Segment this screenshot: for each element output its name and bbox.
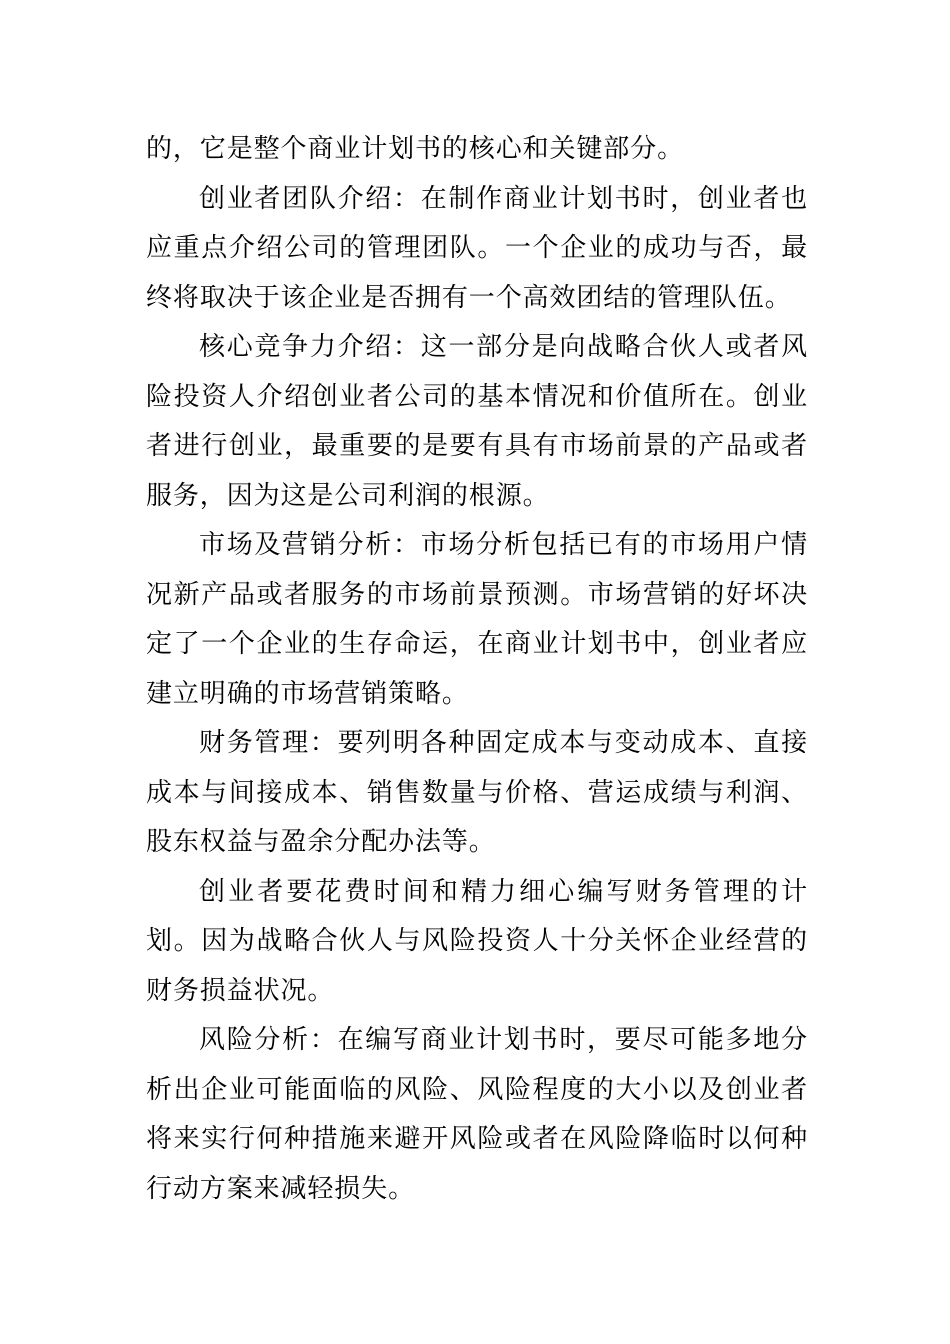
paragraph-financial-management: 财务管理：要列明各种固定成本与变动成本、直接成本与间接成本、销售数量与价格、营运成绩与利润、股东权益与盈余分配办法等。 — [146, 728, 808, 857]
document-page — [146, 125, 808, 1214]
paragraph-core-competitiveness: 核心竞争力介绍：这一部分是向战略合伙人或者风险投资人介绍创业者公司的基本情况和价值所在。创业者进行创业，最重要的是要有具有市场前景的产品或者服务，因为这是公司利润的根源。 — [146, 332, 808, 511]
paragraph-risk-analysis: 风险分析：在编写商业计划书时，要尽可能多地分析出企业可能面临的风险、风险程度的大小以及创业者将来实行何种措施来避开风险或者在风险降临时以何种行动方案来减轻损失。 — [146, 1025, 808, 1204]
paragraph-financial-plan: 创业者要花费时间和精力细心编写财务管理的计划。因为战略合伙人与风险投资人十分关怀企业经营的财务损益状况。 — [146, 876, 808, 1006]
paragraph-continuation: 的，它是整个商业计划书的核心和关键部分。 — [146, 134, 685, 164]
paragraph-market-analysis: 市场及营销分析：市场分析包括已有的市场用户情况新产品或者服务的市场前景预测。市场营销的好坏决定了一个企业的生存命运，在商业计划书中，创业者应建立明确的市场营销策略。 — [146, 530, 808, 709]
paragraph-team-intro: 创业者团队介绍：在制作商业计划书时，创业者也应重点介绍公司的管理团队。一个企业的成功与否，最终将取决于该企业是否拥有一个高效团结的管理队伍。 — [146, 183, 808, 313]
